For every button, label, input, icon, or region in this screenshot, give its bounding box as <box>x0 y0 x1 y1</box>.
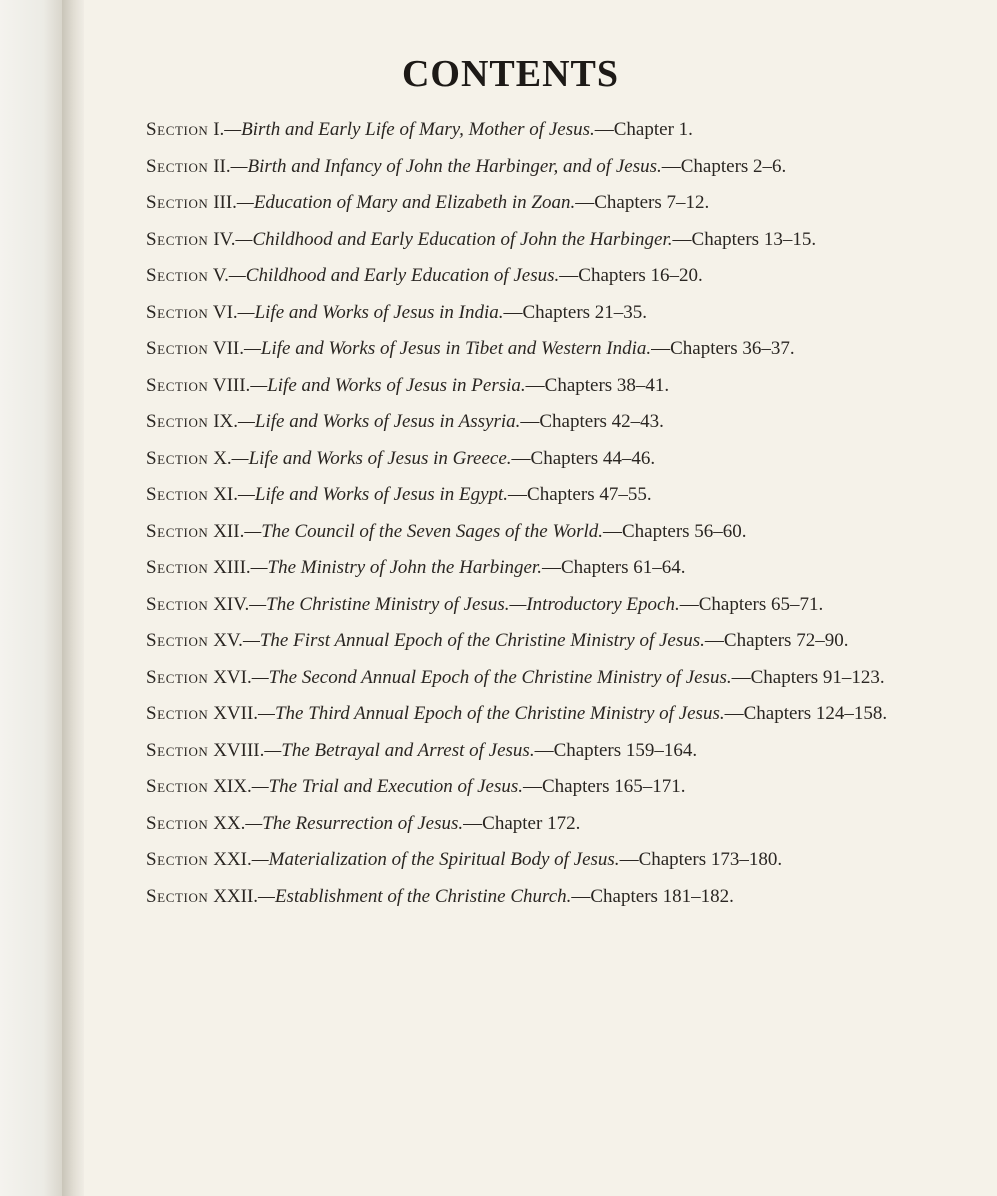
section-number: VII. <box>212 338 244 359</box>
section-title: —Birth and Infancy of John the Harbinger, and of Jesus. <box>230 155 662 177</box>
section-word: Section <box>146 849 209 870</box>
chapter-range: —Chapters 72–90. <box>704 630 849 651</box>
section-number: XVIII. <box>213 739 265 761</box>
section-title: —Life and Works of Jesus in Persia. <box>250 374 526 396</box>
section-title: —The First Annual Epoch of the Christine Ministry of Jesus. <box>242 630 705 651</box>
chapter-range: —Chapters 36–37. <box>651 338 795 359</box>
section-title: —Life and Works of Jesus in Assyria. <box>238 411 521 432</box>
chapter-range: —Chapter 1. <box>594 119 693 140</box>
section-number: XIV. <box>213 593 250 615</box>
section-title: —The Third Annual Epoch of the Christine Ministry of Jesus. <box>258 703 725 724</box>
section-number: XVI. <box>213 666 252 688</box>
section-word: Section <box>146 520 209 542</box>
section-title: —The Betrayal and Arrest of Jesus. <box>264 739 535 761</box>
section-title: —The Council of the Seven Sages of the World. <box>244 520 603 542</box>
section-word: Section <box>146 265 209 286</box>
chapter-range: —Chapters 159–164. <box>534 739 698 761</box>
section-number: X. <box>213 447 232 469</box>
section-title: —The Christine Ministry of Jesus.—Introductory Epoch. <box>249 593 680 615</box>
section-number: VIII. <box>212 374 251 396</box>
section-word: Section <box>146 703 209 724</box>
section-word: Section <box>146 739 209 761</box>
section-number: XIX. <box>213 776 252 797</box>
chapter-range: —Chapters 42–43. <box>520 411 664 432</box>
contents-entry <box>146 773 946 800</box>
section-title: —Establishment of the Christine Church. <box>258 885 572 907</box>
facing-page-edge <box>0 0 62 1196</box>
contents-entry <box>146 408 946 435</box>
chapter-range: —Chapters 7–12. <box>575 192 710 213</box>
section-title: —Life and Works of Jesus in Egypt. <box>238 484 509 505</box>
contents-entry <box>146 554 946 581</box>
chapter-range: —Chapters 91–123. <box>731 666 885 688</box>
section-title: —Education of Mary and Elizabeth in Zoan. <box>236 192 576 213</box>
section-title: —Birth and Early Life of Mary, Mother of Jesus. <box>224 119 595 140</box>
chapter-range: —Chapters 38–41. <box>525 374 670 396</box>
contents-entry <box>146 445 946 472</box>
section-number: VI. <box>212 301 238 323</box>
section-title: —Childhood and Early Education of Jesus. <box>228 265 560 286</box>
section-number: XVII. <box>213 703 259 724</box>
contents-list <box>146 116 946 919</box>
section-number: III. <box>213 192 237 213</box>
book-gutter <box>62 0 84 1196</box>
contents-entry <box>146 700 946 727</box>
page-title: CONTENTS <box>401 53 620 95</box>
section-word: Section <box>146 557 209 578</box>
chapter-range: —Chapters 124–158. <box>724 703 888 724</box>
chapter-range: —Chapters 2–6. <box>661 155 787 177</box>
section-title: —Materialization of the Spiritual Body of Jesus. <box>251 849 620 870</box>
contents-entry <box>146 116 946 143</box>
contents-entry <box>146 518 946 545</box>
section-number: XX. <box>213 812 246 834</box>
contents-entry <box>146 591 946 618</box>
section-number: XXI. <box>213 849 252 870</box>
contents-entry <box>146 226 946 253</box>
section-number: XII. <box>213 520 245 542</box>
section-number: XIII. <box>213 557 251 578</box>
section-number: XV. <box>213 630 243 651</box>
contents-entry <box>146 883 946 910</box>
contents-entry <box>146 262 946 289</box>
contents-entry <box>146 189 946 216</box>
contents-entry <box>146 372 946 399</box>
section-title: —The Resurrection of Jesus. <box>245 812 464 834</box>
section-word: Section <box>146 119 209 140</box>
chapter-range: —Chapters 181–182. <box>571 885 734 907</box>
contents-entry <box>146 335 946 362</box>
section-title: —Life and Works of Jesus in India. <box>237 301 504 323</box>
chapter-range: —Chapters 21–35. <box>503 301 648 323</box>
section-number: I. <box>213 119 225 140</box>
chapter-range: —Chapters 65–71. <box>679 593 824 615</box>
contents-entry <box>146 481 946 508</box>
chapter-range: —Chapters 16–20. <box>559 265 703 286</box>
section-word: Section <box>146 812 209 834</box>
section-number: V. <box>212 265 229 286</box>
chapter-range: —Chapters 56–60. <box>603 520 747 542</box>
section-number: IV. <box>213 228 236 250</box>
section-word: Section <box>146 228 209 250</box>
section-title: —Life and Works of Jesus in Tibet and Western India. <box>244 338 652 359</box>
section-word: Section <box>146 411 209 432</box>
section-title: —The Second Annual Epoch of the Christine Ministry of Jesus. <box>251 666 732 688</box>
section-word: Section <box>146 374 209 396</box>
section-word: Section <box>146 301 209 323</box>
section-title: —The Ministry of John the Harbinger. <box>250 557 542 578</box>
contents-page <box>84 0 997 1196</box>
section-number: XXII. <box>213 885 259 907</box>
contents-entry <box>146 810 946 837</box>
section-number: XI. <box>213 484 238 505</box>
chapter-range: —Chapters 44–46. <box>511 447 656 469</box>
section-number: II. <box>213 155 231 177</box>
contents-entry <box>146 299 946 326</box>
section-number: IX. <box>213 411 238 432</box>
section-word: Section <box>146 192 209 213</box>
section-title: —Life and Works of Jesus in Greece. <box>231 447 512 469</box>
contents-entry <box>146 627 946 654</box>
section-title: —The Trial and Execution of Jesus. <box>251 776 523 797</box>
contents-entry <box>146 846 946 873</box>
section-word: Section <box>146 885 209 907</box>
section-word: Section <box>146 338 209 359</box>
chapter-range: —Chapters 13–15. <box>672 228 817 250</box>
section-word: Section <box>146 776 209 797</box>
chapter-range: —Chapters 173–180. <box>619 849 783 870</box>
contents-entry <box>146 737 946 764</box>
contents-entry <box>146 664 946 691</box>
section-word: Section <box>146 484 209 505</box>
section-word: Section <box>146 447 209 469</box>
chapter-range: —Chapter 172. <box>463 812 581 834</box>
section-word: Section <box>146 155 209 177</box>
section-title: —Childhood and Early Education of John the Harbinger. <box>235 228 673 250</box>
chapter-range: —Chapters 61–64. <box>541 557 686 578</box>
chapter-range: —Chapters 47–55. <box>508 484 652 505</box>
section-word: Section <box>146 630 209 651</box>
section-word: Section <box>146 593 209 615</box>
section-word: Section <box>146 666 209 688</box>
chapter-range: —Chapters 165–171. <box>522 776 686 797</box>
contents-entry <box>146 153 946 180</box>
